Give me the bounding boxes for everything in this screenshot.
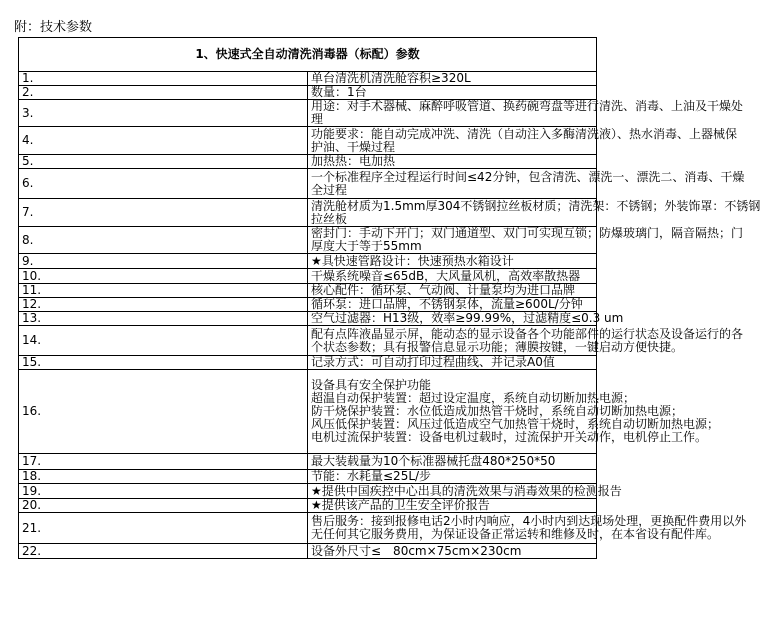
content-line: 超温自动保护装置：超过设定温度，系统自动切断加热电源； (311, 391, 636, 405)
content-line: 个状态参数；具有报警信息显示功能；薄膜按键，一键启动方便快捷。 (311, 339, 684, 354)
attachment-caption: 附：技术参数 (14, 20, 93, 35)
content-line: 厚度大于等于55mm (311, 239, 422, 253)
row-content (308, 370, 720, 454)
content-line: 记录方式：可自动打印过程曲线、并记录A0值 (311, 355, 555, 369)
row-number: 15. (19, 356, 308, 370)
table-row (19, 269, 597, 284)
row-content (308, 499, 597, 513)
content-line: 清洗舱材质为1.5mm厚304不锈钢拉丝板材质；清洗架：不锈钢；外装饰罩：不锈钢 (311, 198, 760, 213)
row-number: 1. (19, 72, 308, 86)
content-line: 一个标准程序全过程运行时间≤42分钟，包含清洗、漂洗一、漂洗二、消毒、干燥 (311, 169, 745, 184)
content-line: 护油、干燥过程 (311, 139, 396, 154)
content-line: 循环泵：进口品牌，不锈钢泵体，流量≥600L/分钟 (311, 297, 583, 311)
content-line: ★提供该产品的卫生安全评价报告 (311, 498, 490, 512)
row-content (308, 356, 597, 370)
table-row (19, 312, 597, 326)
table-row (19, 513, 597, 544)
table-row (19, 169, 597, 199)
table-row (19, 370, 597, 454)
row-number: 8. (19, 227, 308, 254)
content-line: 核心配件：循环泵、气动阀、计量泵均为进口品牌 (311, 283, 576, 297)
row-number: 17. (19, 454, 308, 470)
table-row (19, 86, 597, 100)
content-line: 理 (311, 112, 324, 126)
row-content (308, 544, 597, 559)
row-content (308, 311, 624, 326)
row-number: 13. (19, 312, 308, 326)
table-row (19, 72, 597, 86)
table-row (19, 254, 597, 269)
content-line: 无任何其它服务费用，为保证设备正常运转和维修及时，在本省设有配件库。 (311, 527, 720, 541)
content-line: 设备外尺寸≤ 80cm×75cm×230cm (311, 543, 522, 558)
content-line: 电机过流保护装置：设备电机过载时，过流保护开关动作，电机停止工作。 (311, 430, 708, 444)
row-number: 9. (19, 254, 308, 269)
table-row (19, 127, 597, 155)
table-row (19, 284, 597, 298)
table-row (19, 499, 597, 513)
row-content (308, 454, 597, 470)
table-row (19, 454, 597, 470)
content-line: 配有点阵液晶显示屏，能动态的显示设备各个功能部件的运行状态及设备运行的各 (311, 326, 744, 341)
row-content (308, 470, 597, 484)
row-content (308, 513, 747, 544)
table-row (19, 326, 597, 356)
row-number: 19. (19, 484, 308, 499)
row-content (308, 72, 597, 86)
row-number: 14. (19, 326, 308, 356)
content-line: ★提供中国疾控中心出具的清洗效果与消毒效果的检测报告 (311, 483, 622, 498)
table-row (19, 155, 597, 169)
spec-table (18, 37, 760, 559)
table-row (19, 100, 597, 127)
content-line: 功能要求：能自动完成冲洗、清洗（自动注入多酶清洗液）、热水消毒、上器械保 (311, 126, 738, 141)
row-number: 6. (19, 169, 308, 199)
row-number: 12. (19, 298, 308, 312)
row-number: 22. (19, 544, 308, 559)
row-content (308, 86, 597, 100)
row-content (308, 298, 597, 312)
table-row (19, 298, 597, 312)
table-row (19, 199, 597, 227)
row-content (308, 254, 597, 269)
row-number: 20. (19, 499, 308, 513)
row-content (308, 326, 744, 356)
content-line: 单台清洗机清洗舱容积≥320L (311, 71, 471, 85)
row-number: 7. (19, 199, 308, 227)
content-line: 干燥系统噪音≤65dB，大风量风机，高效率散热器 (311, 268, 581, 283)
content-line: 加热热：电加热 (311, 154, 396, 168)
row-content (308, 99, 744, 127)
row-number: 2. (19, 86, 308, 100)
content-line: 拉丝板 (311, 211, 348, 226)
row-content (308, 284, 597, 298)
row-content (308, 155, 597, 169)
content-line: 最大装载量为10个标准器械托盘480*250*50 (311, 454, 556, 468)
content-line: 风压低保护装置：风压过低造成空气加热管干烧时，系统自动切断加热电源； (311, 417, 720, 431)
table-row (19, 484, 597, 499)
table-title: 1、快速式全自动清洗消毒器（标配）参数 (19, 38, 597, 72)
row-number: 10. (19, 269, 308, 284)
row-content (308, 126, 738, 155)
row-content (308, 226, 744, 254)
content-line: 空气过滤器：H13级，效率≥99.99%，过滤精度≤0.3 um (311, 311, 624, 325)
content-line: ★具快速管路设计：快速预热水箱设计 (311, 253, 514, 268)
table-title-row (19, 38, 597, 72)
content-line: 用途：对手术器械、麻醉呼吸管道、换药碗弯盘等进行清洗、消毒、上油及干燥处 (311, 99, 744, 113)
row-number: 5. (19, 155, 308, 169)
content-line: 数量：1台 (311, 85, 367, 99)
content-line: 售后服务：接到报修电话2小时内响应，4小时内到达现场处理，更换配件费用以外 (311, 514, 747, 528)
content-line: 密封门：手动下开门；双门通道型、双门可实现互锁；防爆玻璃门，隔音隔热；门 (311, 226, 744, 240)
row-number: 16. (19, 370, 308, 454)
table-row (19, 470, 597, 484)
row-number: 11. (19, 284, 308, 298)
row-content (308, 483, 622, 499)
row-number: 3. (19, 100, 308, 127)
table-row (19, 227, 597, 254)
row-number: 4. (19, 127, 308, 155)
row-number: 21. (19, 513, 308, 544)
content-line: 全过程 (311, 182, 348, 197)
content-line: 防干烧保护装置：水位低造成加热管干烧时，系统自动切断加热电源； (311, 404, 684, 418)
row-number: 18. (19, 470, 308, 484)
row-content (308, 269, 597, 284)
row-content (308, 169, 745, 199)
content-line: 节能：水耗量≤25L/步 (311, 469, 432, 483)
table-row (19, 544, 597, 559)
row-content (308, 198, 760, 227)
content-line: 设备具有安全保护功能 (311, 378, 432, 392)
table-row (19, 356, 597, 370)
